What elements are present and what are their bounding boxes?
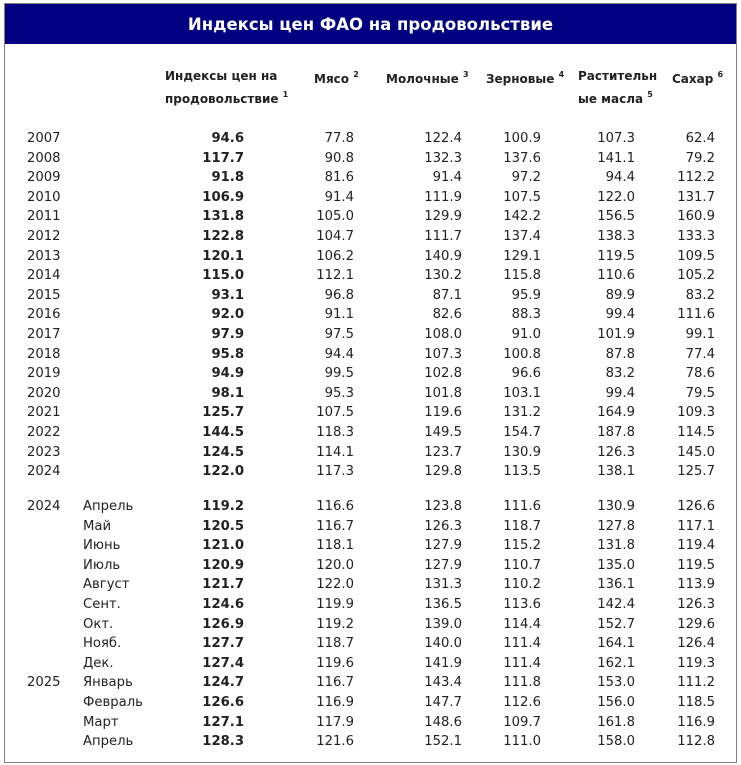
year-cell: 2018 [27, 346, 61, 362]
meat-cell: 105.0 [316, 209, 354, 225]
annual-row [5, 286, 736, 306]
sugar-cell: 109.3 [677, 405, 715, 421]
sugar-cell: 118.5 [677, 695, 715, 710]
header-food [165, 66, 295, 109]
dairy-cell: 122.4 [424, 131, 462, 146]
food-cell: 125.7 [202, 405, 244, 421]
food-cell: 91.8 [211, 170, 244, 186]
oils-cell: 156.0 [597, 695, 635, 710]
meat-cell: 91.1 [324, 307, 354, 323]
year-cell: 2023 [27, 444, 61, 460]
food-cell: 119.2 [202, 499, 244, 514]
food-cell: 124.6 [202, 597, 244, 612]
dairy-cell: 91.4 [432, 170, 462, 186]
oils-cell: 142.4 [597, 597, 635, 612]
oils-cell: 130.9 [597, 499, 635, 514]
sugar-cell: 145.0 [677, 444, 715, 460]
sugar-cell: 126.3 [677, 597, 715, 612]
food-cell: 94.9 [211, 366, 244, 382]
cereals-cell: 100.9 [503, 131, 541, 146]
monthly-row [5, 536, 736, 556]
annual-row [5, 443, 736, 463]
dairy-cell: 143.4 [424, 675, 462, 691]
sugar-cell: 78.6 [685, 366, 715, 382]
oils-cell: 161.8 [597, 714, 635, 730]
meat-cell: 107.5 [316, 405, 354, 421]
oils-cell: 87.8 [605, 346, 635, 362]
year-cell: 2016 [27, 307, 61, 323]
meat-cell: 116.7 [316, 518, 354, 534]
meat-cell: 116.9 [316, 695, 354, 710]
meat-cell: 116.6 [316, 499, 354, 514]
sugar-cell: 111.6 [677, 307, 715, 323]
oils-cell: 138.3 [597, 229, 635, 244]
annual-row [5, 462, 736, 482]
meat-cell: 96.8 [324, 287, 354, 303]
dairy-cell: 148.6 [424, 714, 462, 730]
monthly-row [5, 615, 736, 635]
dairy-cell: 140.0 [424, 636, 462, 652]
sugar-cell: 83.2 [685, 287, 715, 303]
food-cell: 127.4 [202, 655, 244, 671]
food-cell: 94.6 [211, 131, 244, 146]
oils-cell: 110.6 [597, 268, 635, 284]
dairy-cell: 131.3 [424, 577, 462, 593]
dairy-cell: 107.3 [424, 346, 462, 362]
year-cell: 2012 [27, 229, 61, 244]
annual-row [5, 207, 736, 227]
meat-cell: 116.7 [316, 675, 354, 691]
cereals-cell: 131.2 [503, 405, 541, 421]
year-cell: 2024 [27, 499, 61, 514]
cereals-cell: 97.2 [511, 170, 541, 186]
monthly-row [5, 575, 736, 595]
sugar-cell: 113.9 [677, 577, 715, 593]
cereals-cell: 137.4 [503, 229, 541, 244]
cereals-cell: 112.6 [503, 695, 541, 710]
annual-row [5, 168, 736, 188]
cereals-cell: 130.9 [503, 444, 541, 460]
oils-cell: 99.4 [605, 385, 635, 401]
title-text: Индексы цен ФАО на продовольствие [187, 14, 554, 34]
year-cell: 2007 [27, 131, 61, 146]
cereals-cell: 115.8 [503, 268, 541, 284]
year-cell: 2011 [27, 209, 61, 225]
dairy-cell: 152.1 [424, 734, 462, 750]
sugar-cell: 129.6 [677, 616, 715, 632]
sugar-cell: 119.5 [677, 557, 715, 573]
oils-cell: 162.1 [597, 655, 635, 671]
sugar-cell: 126.4 [677, 636, 715, 652]
sugar-cell: 112.8 [677, 734, 715, 750]
cereals-cell: 103.1 [503, 385, 541, 401]
year-cell: 2014 [27, 268, 61, 284]
oils-cell: 99.4 [605, 307, 635, 323]
oils-cell: 152.7 [597, 616, 635, 632]
dairy-cell: 129.9 [424, 209, 462, 225]
monthly-row [5, 497, 736, 517]
oils-cell: 158.0 [597, 734, 635, 750]
sugar-cell: 79.5 [685, 385, 715, 401]
cereals-cell: 111.4 [503, 655, 541, 671]
cereals-cell: 109.7 [503, 714, 541, 730]
food-cell: 106.9 [202, 189, 244, 205]
sugar-cell: 79.2 [685, 150, 715, 166]
year-cell: 2024 [27, 464, 61, 480]
annual-row [5, 403, 736, 423]
sugar-cell: 117.1 [677, 518, 715, 534]
food-cell: 127.7 [202, 636, 244, 652]
monthly-row [5, 654, 736, 674]
cereals-cell: 110.7 [503, 557, 541, 573]
cereals-cell: 100.8 [503, 346, 541, 362]
month-cell: Февраль [83, 695, 143, 710]
cereals-cell: 154.7 [503, 425, 541, 440]
dairy-cell: 149.5 [424, 425, 462, 440]
sugar-cell: 119.4 [677, 538, 715, 554]
cereals-cell: 95.9 [511, 287, 541, 303]
cereals-cell: 107.5 [503, 189, 541, 205]
dairy-cell: 130.2 [424, 268, 462, 284]
monthly-row [5, 634, 736, 654]
sugar-cell: 105.2 [677, 268, 715, 284]
sugar-cell: 112.2 [677, 170, 715, 186]
cereals-cell: 111.0 [503, 734, 541, 750]
sugar-cell: 126.6 [677, 499, 715, 514]
annual-row [5, 188, 736, 208]
dairy-cell: 108.0 [424, 327, 462, 342]
table-title [5, 4, 736, 44]
dairy-cell: 82.6 [432, 307, 462, 323]
dairy-cell: 127.9 [424, 557, 462, 573]
month-cell: Март [83, 714, 119, 730]
cereals-cell: 111.4 [503, 636, 541, 652]
cereals-cell: 88.3 [511, 307, 541, 323]
meat-cell: 112.1 [316, 268, 354, 284]
meat-cell: 91.4 [324, 189, 354, 205]
food-cell: 126.9 [202, 616, 244, 632]
monthly-row [5, 693, 736, 713]
sugar-cell: 62.4 [685, 131, 715, 146]
food-cell: 144.5 [202, 425, 244, 440]
month-cell: Май [83, 518, 112, 534]
oils-cell: 141.1 [597, 150, 635, 166]
header-cereals [486, 66, 564, 89]
sugar-cell: 160.9 [677, 209, 715, 225]
food-cell: 124.5 [202, 444, 244, 460]
header-sugar-label: Сахар [672, 72, 714, 86]
header-food-sup: 1 [282, 90, 289, 99]
year-cell: 2017 [27, 327, 61, 342]
sugar-cell: 133.3 [677, 229, 715, 244]
meat-cell: 117.9 [316, 714, 354, 730]
header-food-line2: продовольствие [165, 92, 279, 106]
oils-cell: 83.2 [605, 366, 635, 382]
header-sugar-sup: 6 [717, 70, 724, 79]
cereals-cell: 113.5 [503, 464, 541, 480]
food-cell: 92.0 [211, 307, 244, 323]
annual-row [5, 247, 736, 267]
dairy-cell: 126.3 [424, 518, 462, 534]
dairy-cell: 141.9 [424, 655, 462, 671]
year-cell: 2025 [27, 675, 61, 691]
oils-cell: 187.8 [597, 425, 635, 440]
month-cell: Январь [83, 675, 133, 691]
food-cell: 93.1 [211, 287, 244, 303]
month-cell: Апрель [83, 499, 134, 514]
meat-cell: 99.5 [324, 366, 354, 382]
oils-cell: 164.1 [597, 636, 635, 652]
year-cell: 2010 [27, 189, 61, 205]
header-dairy-sup: 3 [462, 70, 469, 79]
meat-cell: 106.2 [316, 248, 354, 264]
month-cell: Август [83, 577, 130, 593]
month-cell: Нояб. [83, 636, 122, 652]
annual-row [5, 305, 736, 325]
header-oils-line2: ые масла [578, 92, 644, 106]
header-sugar [672, 66, 723, 89]
cereals-cell: 110.2 [503, 577, 541, 593]
dairy-cell: 111.9 [424, 189, 462, 205]
meat-cell: 121.6 [316, 734, 354, 750]
year-cell: 2020 [27, 385, 61, 401]
food-cell: 95.8 [211, 346, 244, 362]
sugar-cell: 116.9 [677, 714, 715, 730]
food-cell: 121.7 [202, 577, 244, 593]
meat-cell: 118.1 [316, 538, 354, 554]
oils-cell: 131.8 [597, 538, 635, 554]
oils-cell: 138.1 [597, 464, 635, 480]
meat-cell: 81.6 [324, 170, 354, 186]
month-cell: Дек. [83, 655, 114, 671]
sugar-cell: 131.7 [677, 189, 715, 205]
food-cell: 121.0 [202, 538, 244, 554]
meat-cell: 104.7 [316, 229, 354, 244]
year-cell: 2022 [27, 425, 61, 440]
dairy-cell: 132.3 [424, 150, 462, 166]
cereals-cell: 137.6 [503, 150, 541, 166]
meat-cell: 119.6 [316, 655, 354, 671]
annual-row [5, 423, 736, 443]
food-cell: 122.8 [202, 229, 244, 244]
year-cell: 2009 [27, 170, 61, 186]
monthly-row [5, 713, 736, 733]
annual-row [5, 325, 736, 345]
month-cell: Окт. [83, 616, 114, 632]
cereals-cell: 115.2 [503, 538, 541, 554]
header-oils-sup: 5 [647, 90, 653, 99]
header-oils [578, 66, 668, 109]
oils-cell: 101.9 [597, 327, 635, 342]
sugar-cell: 99.1 [685, 327, 715, 342]
cereals-cell: 111.6 [503, 499, 541, 514]
cereals-cell: 96.6 [511, 366, 541, 382]
header-dairy [386, 66, 469, 89]
meat-cell: 122.0 [316, 577, 354, 593]
food-cell: 120.5 [202, 518, 244, 534]
food-cell: 131.8 [202, 209, 244, 225]
oils-cell: 153.0 [597, 675, 635, 691]
header-meat-sup: 2 [353, 70, 359, 79]
dairy-cell: 111.7 [424, 229, 462, 244]
dairy-cell: 123.7 [424, 444, 462, 460]
annual-row [5, 345, 736, 365]
year-cell: 2015 [27, 287, 61, 303]
oils-cell: 94.4 [605, 170, 635, 186]
dairy-cell: 119.6 [424, 405, 462, 421]
annual-row [5, 384, 736, 404]
oils-cell: 135.0 [597, 557, 635, 573]
year-cell: 2008 [27, 150, 61, 166]
price-index-panel [4, 3, 737, 763]
food-cell: 120.1 [202, 248, 244, 264]
food-cell: 124.7 [202, 675, 244, 691]
meat-cell: 114.1 [316, 444, 354, 460]
dairy-cell: 139.0 [424, 616, 462, 632]
dairy-cell: 147.7 [424, 695, 462, 710]
oils-cell: 156.5 [597, 209, 635, 225]
monthly-row [5, 517, 736, 537]
oils-cell: 122.0 [597, 189, 635, 205]
month-cell: Сент. [83, 597, 121, 612]
oils-cell: 127.8 [597, 518, 635, 534]
header-food-line1: Индексы цен на [165, 69, 278, 83]
food-cell: 115.0 [202, 268, 244, 284]
meat-cell: 90.8 [324, 150, 354, 166]
sugar-cell: 125.7 [677, 464, 715, 480]
sugar-cell: 114.5 [677, 425, 715, 440]
year-cell: 2021 [27, 405, 61, 421]
header-cereals-label: Зерновые [486, 72, 555, 86]
dairy-cell: 123.8 [424, 499, 462, 514]
meat-cell: 117.3 [316, 464, 354, 480]
month-cell: Июль [83, 557, 121, 573]
cereals-cell: 118.7 [503, 518, 541, 534]
meat-cell: 119.2 [316, 616, 354, 632]
cereals-cell: 91.0 [511, 327, 541, 342]
cereals-cell: 111.8 [503, 675, 541, 691]
food-cell: 117.7 [202, 150, 244, 166]
meat-cell: 120.0 [316, 557, 354, 573]
oils-cell: 164.9 [597, 405, 635, 421]
meat-cell: 119.9 [316, 597, 354, 612]
monthly-row [5, 673, 736, 693]
header-oils-line1: Растительн [578, 69, 658, 83]
oils-cell: 126.3 [597, 444, 635, 460]
sugar-cell: 77.4 [685, 346, 715, 362]
annual-row [5, 364, 736, 384]
food-cell: 97.9 [211, 327, 244, 342]
meat-cell: 95.3 [324, 385, 354, 401]
oils-cell: 107.3 [597, 131, 635, 146]
sugar-cell: 111.2 [677, 675, 715, 691]
month-cell: Апрель [83, 734, 134, 750]
annual-row [5, 129, 736, 149]
dairy-cell: 101.8 [424, 385, 462, 401]
dairy-cell: 129.8 [424, 464, 462, 480]
header-meat [314, 66, 359, 89]
year-cell: 2013 [27, 248, 61, 264]
food-cell: 126.6 [202, 695, 244, 710]
oils-cell: 89.9 [605, 287, 635, 303]
cereals-cell: 129.1 [503, 248, 541, 264]
food-cell: 127.1 [202, 714, 244, 730]
year-cell: 2019 [27, 366, 61, 382]
food-cell: 122.0 [202, 464, 244, 480]
dairy-cell: 87.1 [432, 287, 462, 303]
monthly-row [5, 595, 736, 615]
header-meat-label: Мясо [314, 72, 350, 86]
meat-cell: 77.8 [324, 131, 354, 146]
annual-row [5, 227, 736, 247]
oils-cell: 136.1 [597, 577, 635, 593]
annual-row [5, 149, 736, 169]
dairy-cell: 136.5 [424, 597, 462, 612]
header-cereals-sup: 4 [558, 70, 565, 79]
meat-cell: 118.7 [316, 636, 354, 652]
food-cell: 128.3 [202, 734, 244, 750]
sugar-cell: 109.5 [677, 248, 715, 264]
cereals-cell: 142.2 [503, 209, 541, 225]
monthly-row [5, 556, 736, 576]
header-dairy-label: Молочные [386, 72, 459, 86]
dairy-cell: 102.8 [424, 366, 462, 382]
month-cell: Июнь [83, 538, 121, 554]
dairy-cell: 140.9 [424, 248, 462, 264]
oils-cell: 119.5 [597, 248, 635, 264]
food-cell: 98.1 [211, 385, 244, 401]
dairy-cell: 127.9 [424, 538, 462, 554]
food-cell: 120.9 [202, 557, 244, 573]
cereals-cell: 114.4 [503, 616, 541, 632]
cereals-cell: 113.6 [503, 597, 541, 612]
meat-cell: 94.4 [324, 346, 354, 362]
meat-cell: 118.3 [316, 425, 354, 440]
meat-cell: 97.5 [324, 327, 354, 342]
monthly-row [5, 732, 736, 752]
annual-row [5, 266, 736, 286]
sugar-cell: 119.3 [677, 655, 715, 671]
